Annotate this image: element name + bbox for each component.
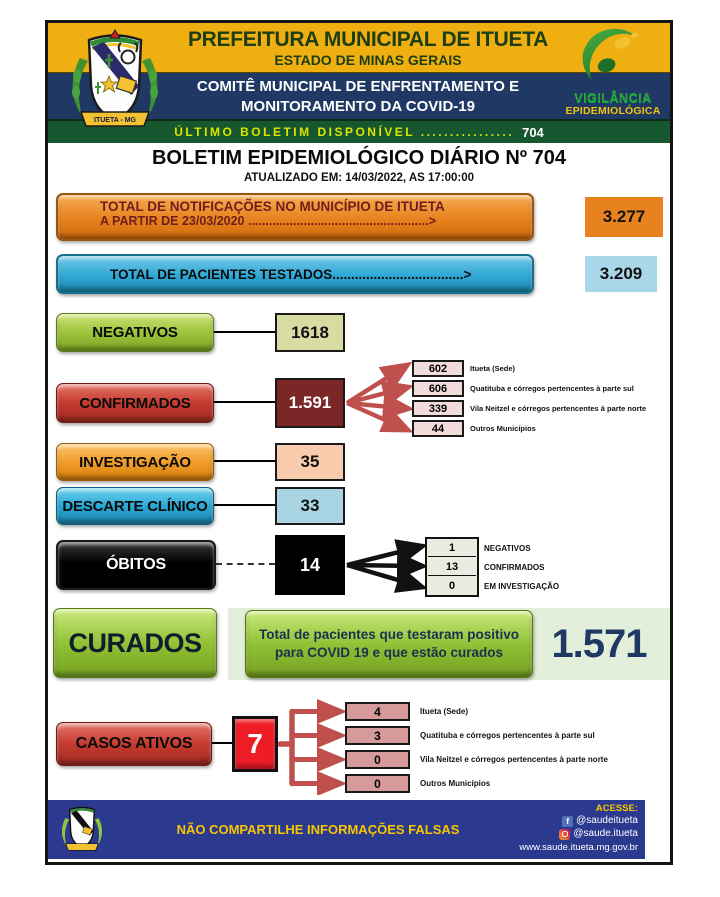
confirmados-breakdown-label: Outros Municípios xyxy=(470,424,536,433)
casos-ativos-connector-line xyxy=(212,742,232,744)
descarte-clinico-value: 33 xyxy=(275,487,345,525)
curados-description: Total de pacientes que testaram positivo para COVID 19 e que estão curados xyxy=(258,627,520,660)
facebook-handle[interactable]: @saudeitueta xyxy=(576,815,638,826)
casos-ativos-bar xyxy=(56,722,212,766)
curados-label: CURADOS xyxy=(68,627,202,658)
obitos-label: ÓBITOS xyxy=(106,556,166,573)
total-tested-bar xyxy=(56,254,534,294)
ativos-breakdown-value: 0 xyxy=(345,750,410,769)
ativos-breakdown-label: Itueta (Sede) xyxy=(420,707,469,716)
total-notifications-value: 3.277 xyxy=(585,197,663,237)
negativos-value: 1618 xyxy=(275,313,345,352)
total-notifications-bar xyxy=(56,193,534,241)
curados-bar xyxy=(53,608,217,678)
committee-line2: MONITORAMENTO DA COVID-19 xyxy=(241,98,475,115)
confirmados-bar xyxy=(56,383,214,423)
confirmados-connector-line xyxy=(214,401,275,403)
instagram-handle[interactable]: @saude.itueta xyxy=(573,828,638,839)
confirmados-breakdown-label: Vila Neitzel e córregos pertencentes à parte norte xyxy=(470,404,647,413)
total-notifications-line2: A PARTIR DE 23/03/2020 ....................................................> xyxy=(100,214,436,228)
total-notifications-line1: TOTAL DE NOTIFICAÇÕES NO MUNICÍPIO DE ITUETA xyxy=(100,199,445,214)
confirmados-breakdown-value: 339 xyxy=(412,400,464,417)
descarte-connector-line xyxy=(214,504,275,506)
confirmados-breakdown-label: Quatituba e córregos pertencentes à parte sul xyxy=(470,384,634,393)
itueta-coat-of-arms-icon xyxy=(62,26,168,138)
bulletin-title: BOLETIM EPIDEMIOLÓGICO DIÁRIO Nº 704 xyxy=(151,147,566,169)
vigilancia-logo xyxy=(561,25,665,139)
footer-facebook-link[interactable] xyxy=(562,815,638,827)
confirmados-label: CONFIRMADOS xyxy=(79,394,191,412)
descarte-clinico-bar xyxy=(56,487,214,525)
header-title: PREFEITURA MUNICIPAL DE ITUETA xyxy=(187,28,549,51)
confirmados-breakdown-value: 602 xyxy=(412,360,464,377)
ativos-breakdown-value: 0 xyxy=(345,774,410,793)
confirmados-breakdown-value: 606 xyxy=(412,380,464,397)
ativos-breakdown-value: 4 xyxy=(345,702,410,721)
obitos-breakdown-label: EM INVESTIGAÇÃO xyxy=(484,581,560,591)
casos-ativos-label: CASOS ATIVOS xyxy=(75,735,193,752)
confirmados-breakdown-value: 44 xyxy=(412,420,464,437)
obitos-breakdown-value: 0 xyxy=(428,577,476,595)
confirmados-arrows xyxy=(345,359,412,439)
negativos-connector-line xyxy=(214,331,275,333)
crest-banner-text: ITUETA - MG xyxy=(94,117,136,124)
negativos-bar xyxy=(56,313,214,352)
vigilancia-text-line2: EPIDEMIOLÓGICA xyxy=(565,105,661,117)
obitos-connector-line xyxy=(216,563,275,565)
confirmados-value: 1.591 xyxy=(275,378,345,428)
committee-line1: COMITÊ MUNICIPAL DE ENFRENTAMENTO E xyxy=(196,78,520,95)
itueta-coat-of-arms-icon xyxy=(56,803,108,856)
last-bulletin-label: ÚLTIMO BOLETIM DISPONÍVEL ................ xyxy=(174,125,515,139)
obitos-breakdown-label: NEGATIVOS xyxy=(484,543,531,553)
last-bulletin-number: 704 xyxy=(522,124,544,140)
footer-website-link[interactable]: www.saude.itueta.mg.gov.br xyxy=(519,842,638,853)
footer-message: NÃO COMPARTILHE INFORMAÇÕES FALSAS xyxy=(176,822,460,837)
casos-ativos-connectors xyxy=(278,699,345,795)
footer-bar xyxy=(48,800,645,859)
vigilancia-text-line1: VIGILÂNCIA xyxy=(574,91,652,105)
total-tested-value: 3.209 xyxy=(585,256,657,292)
confirmados-breakdown-label: Itueta (Sede) xyxy=(470,364,516,373)
footer-links xyxy=(519,803,638,853)
descarte-clinico-label: DESCARTE CLÍNICO xyxy=(62,497,208,515)
bulletin-frame xyxy=(45,20,673,865)
casos-ativos-value: 7 xyxy=(232,716,278,772)
ativos-breakdown-label: Vila Neitzel e córregos pertencentes à parte norte xyxy=(420,755,608,764)
footer-instagram-link[interactable] xyxy=(559,828,638,840)
investigacao-label: INVESTIGAÇÃO xyxy=(79,453,191,471)
footer-access-label: ACESSE: xyxy=(595,803,638,814)
negativos-label: NEGATIVOS xyxy=(92,324,178,341)
vigilancia-swirl-icon xyxy=(576,25,650,89)
total-tested-label: TOTAL DE PACIENTES TESTADOS...................................> xyxy=(110,266,472,282)
obitos-breakdown-value: 1 xyxy=(428,539,476,557)
bulletin-updated: ATUALIZADO EM: 14/03/2022, AS 17:00:00 xyxy=(243,172,475,184)
facebook-icon xyxy=(562,816,573,827)
obitos-breakdown-value: 13 xyxy=(428,558,476,576)
obitos-arrows xyxy=(345,535,425,597)
obitos-value: 14 xyxy=(275,535,345,595)
obitos-bar xyxy=(56,540,216,590)
ativos-breakdown-label: Outros Municípios xyxy=(420,779,491,788)
investigacao-connector-line xyxy=(214,460,275,462)
ativos-breakdown-label: Quatituba e córregos pertencentes à parte sul xyxy=(420,731,595,740)
investigacao-value: 35 xyxy=(275,443,345,481)
header-subtitle: ESTADO DE MINAS GERAIS xyxy=(274,52,462,68)
investigacao-bar xyxy=(56,443,214,481)
curados-description-box xyxy=(245,610,533,678)
obitos-breakdown-label: CONFIRMADOS xyxy=(484,562,545,572)
instagram-icon xyxy=(559,829,570,840)
curados-value: 1.571 xyxy=(551,621,647,666)
ativos-breakdown-value: 3 xyxy=(345,726,410,745)
